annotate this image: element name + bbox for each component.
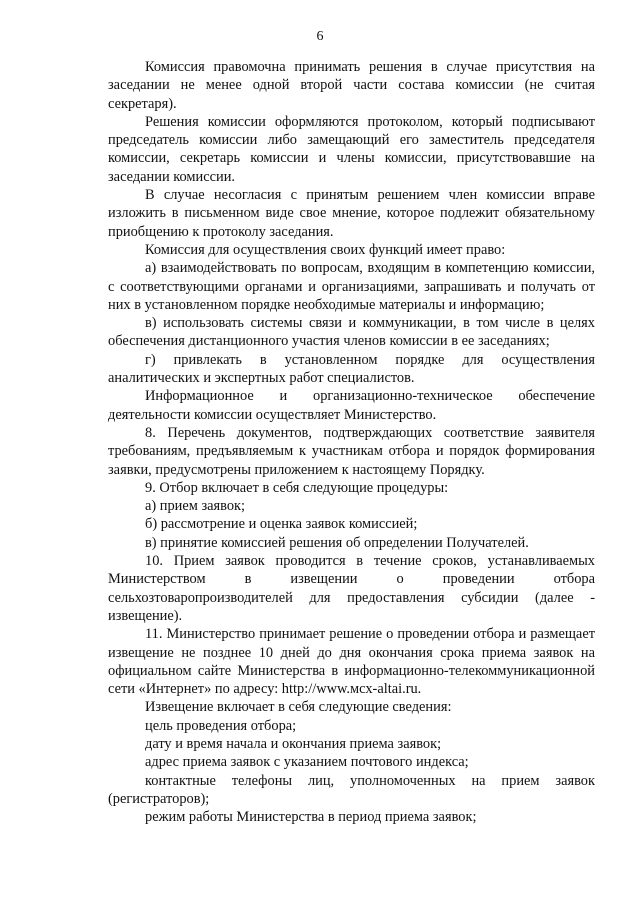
paragraph-quorum: Комиссия правомочна принимать решения в случае присутствия на заседании не менее одной второй части состава комиссии (не считая секретаря). — [108, 59, 595, 112]
list-item-a: а) прием заявок; — [145, 498, 246, 515]
paragraph-protocol: Решения комиссии оформляются протоколом, который подписывают председатель комиссии либо замещающий его заместитель председателя комиссии, секретарь комиссии и члены комиссии, присутствовавшие на заседании комиссии. — [108, 113, 595, 185]
paragraph-notice-intro: Извещение включает в себя следующие сведения: — [145, 699, 452, 716]
notice-item: дату и время начала и окончания приема заявок; — [145, 735, 442, 752]
paragraph-item-8: 8. Перечень документов, подтверждающих соответствие заявителя требованиям, предъявляемым к участникам отбора и порядок формирования заявки, предусмотрены приложением к настоящему Порядку. — [108, 424, 595, 478]
paragraph-item-11: 11. Министерство принимает решение о проведении отбора и размещает извещение не позднее 10 дней до дня окончания срока приема заявок на официальном сайте Министерства в информационно-телекоммуникационной сети «Интернет» по адресу: http://www.мсх-altai.ru. — [108, 626, 595, 698]
paragraph-right-a: а) взаимодействовать по вопросам, входящим в компетенцию комиссии, с соответствующими органами и организациями, запрашивать и получать от них в установленном порядке необходимые материалы и информацию; — [108, 260, 595, 313]
list-item-v: в) принятие комиссией решения об определении Получателей. — [145, 534, 529, 551]
notice-item: адрес приема заявок с указанием почтового индекса; — [145, 754, 469, 771]
paragraph-right-v: в) использовать системы связи и коммуникации, в том числе в целях обеспечения дистанционного участия членов комиссии в ее заседаниях; — [108, 315, 595, 350]
paragraph-rights-intro: Комиссия для осуществления своих функций имеет право: — [145, 241, 506, 258]
paragraph-item-9: 9. Отбор включает в себя следующие процедуры: — [145, 479, 449, 496]
paragraph-support: Информационное и организационно-техническое обеспечение деятельности комиссии осуществляет Министерство. — [108, 388, 595, 423]
document-body — [108, 58, 595, 826]
paragraph-item-10: 10. Прием заявок проводится в течение сроков, устанавливаемых Министерством в извещении о проведении отбора сельхозтоваропроизводителей для предоставления субсидии (далее - извещение). — [108, 553, 595, 624]
paragraph-right-g: г) привлекать в установленном порядке для осуществления аналитических и экспертных работ специалистов. — [108, 351, 595, 387]
list-item-b: б) рассмотрение и оценка заявок комиссией; — [145, 516, 418, 533]
page-number: 6 — [316, 29, 324, 44]
notice-item: контактные телефоны лиц, уполномоченных на прием заявок (регистраторов); — [108, 772, 595, 807]
notice-item: режим работы Министерства в период приема заявок; — [145, 809, 477, 826]
paragraph-dissent: В случае несогласия с принятым решением член комиссии вправе изложить в письменном виде свое мнение, которое подлежит обязательному приобщению к протоколу заседания. — [108, 187, 595, 240]
notice-item: цель проведения отбора; — [145, 717, 297, 734]
